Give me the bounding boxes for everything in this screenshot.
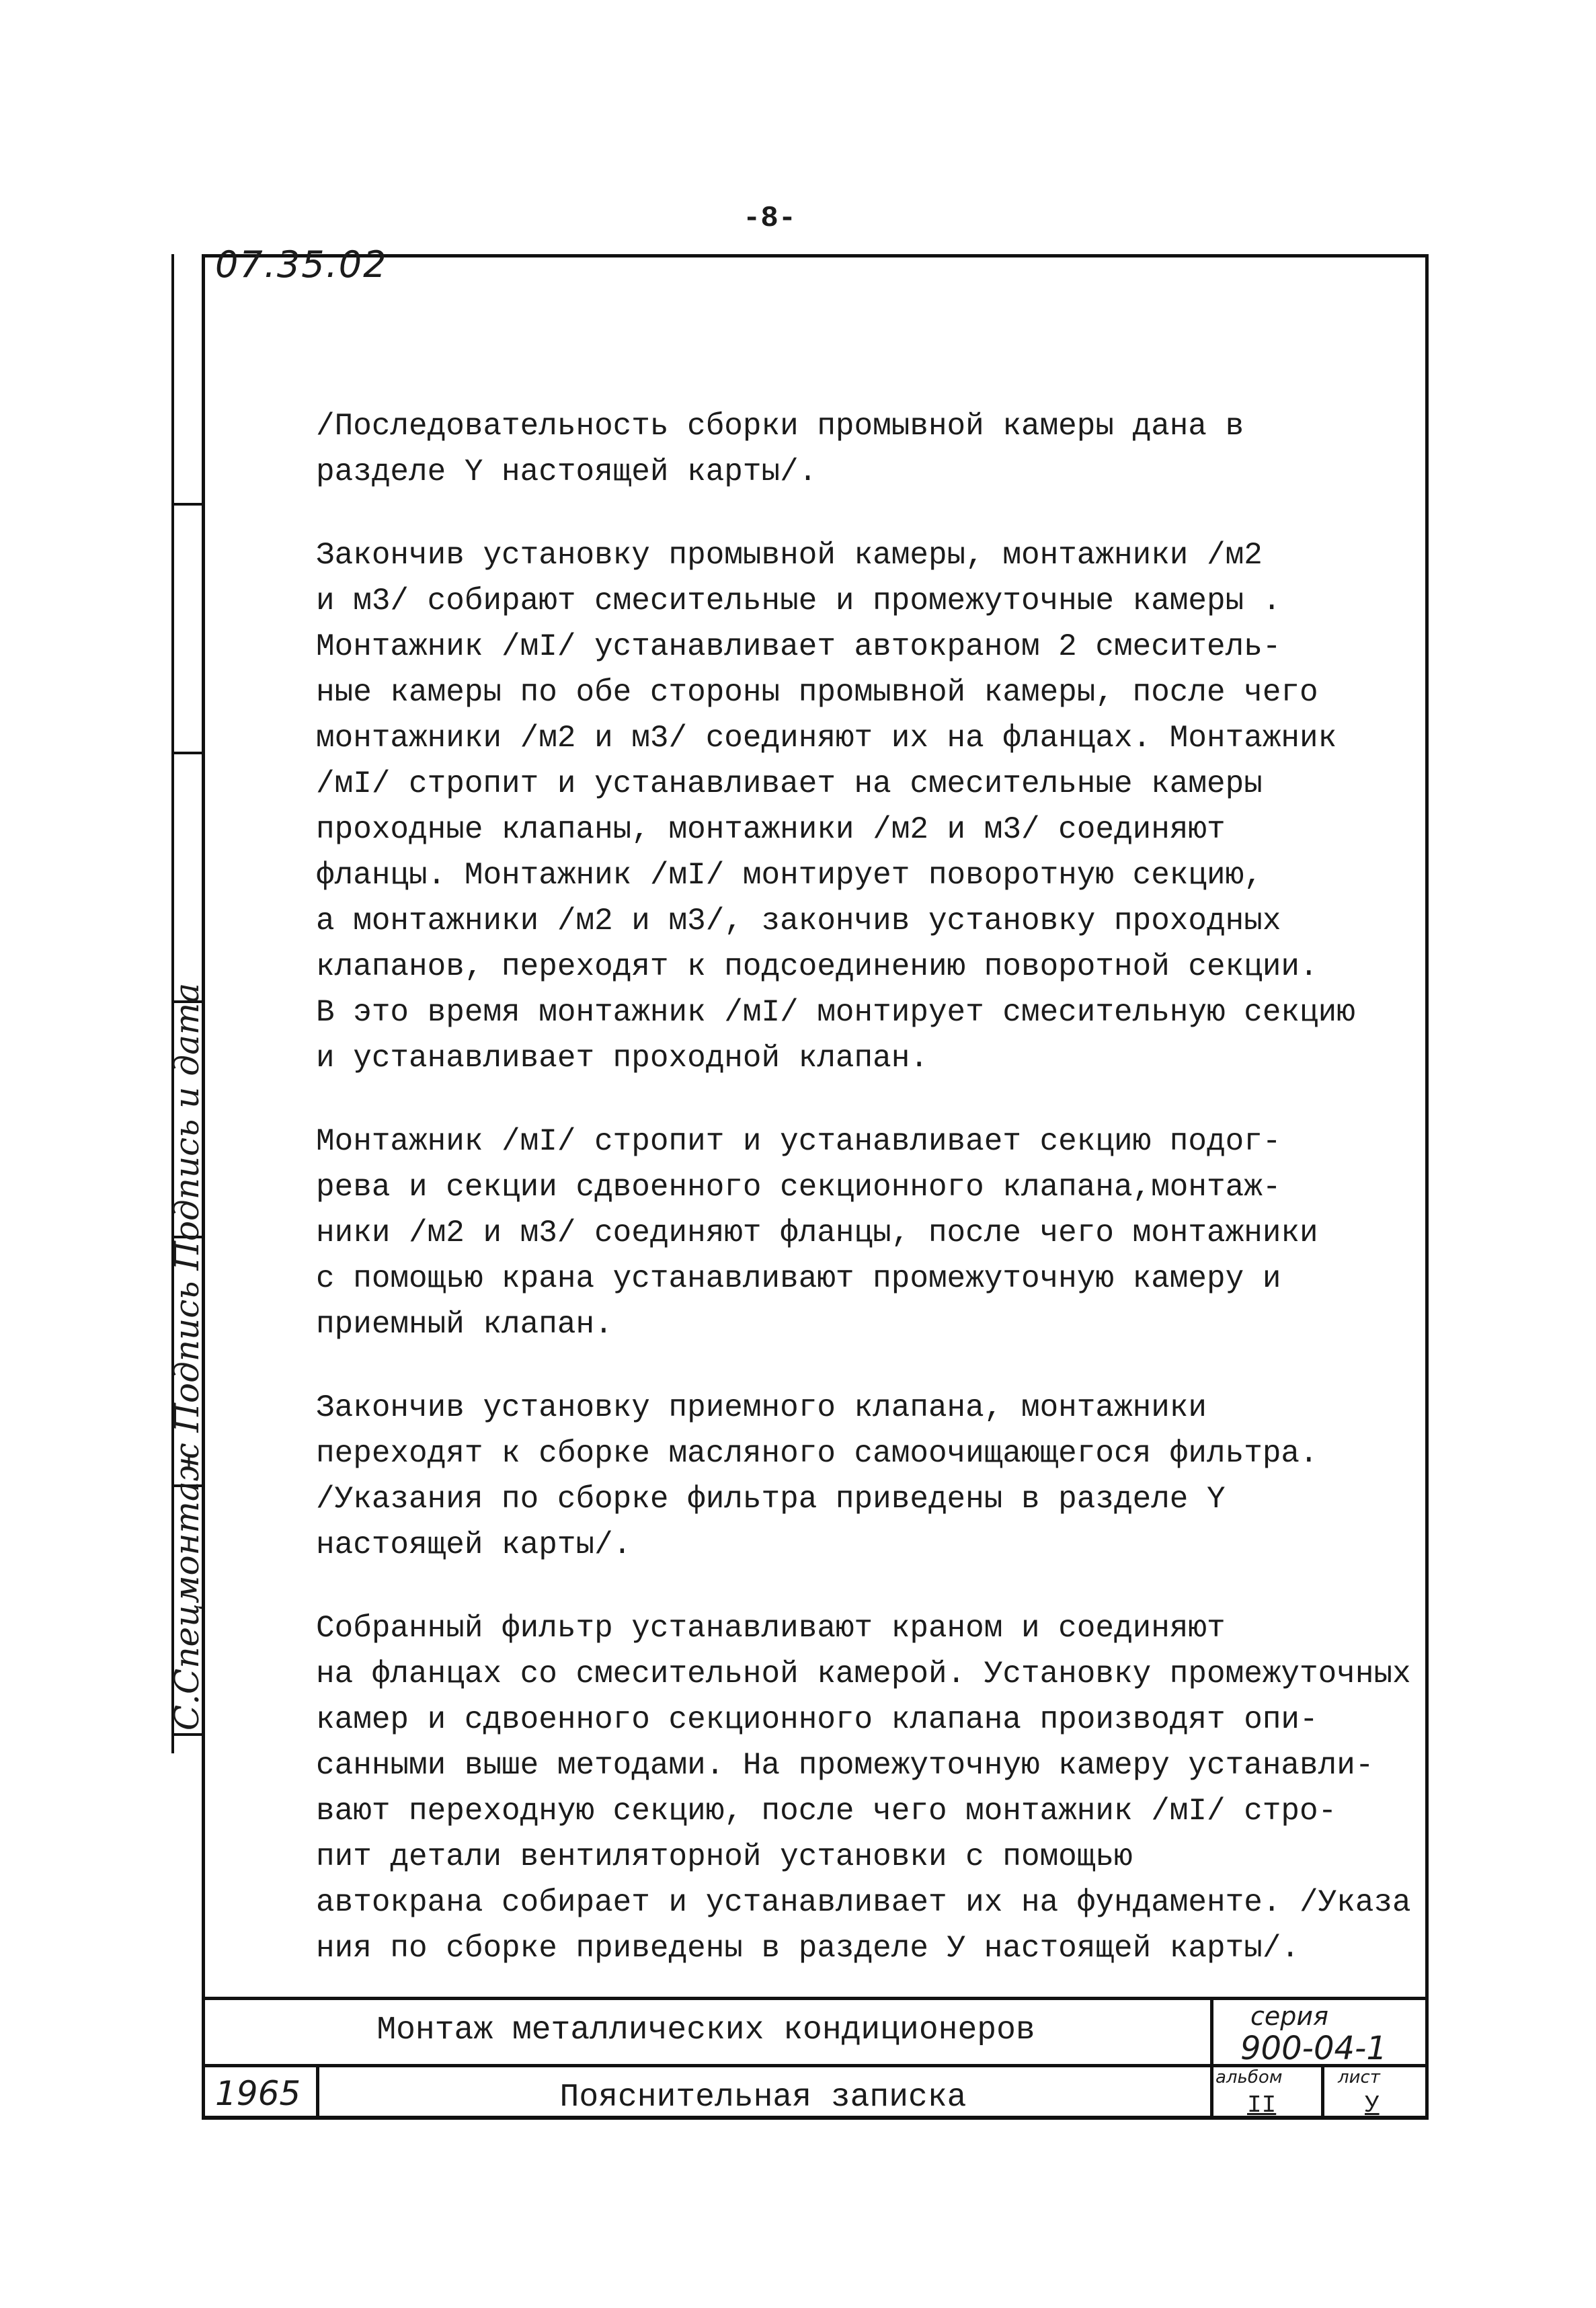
text-line: настоящей карты/. <box>316 1527 632 1562</box>
series-label: серия <box>1250 2001 1328 2031</box>
text-line: ники /м2 и м3/ соединяют фланцы, после чего монтажники <box>316 1216 1318 1250</box>
title-block <box>202 1997 1429 2120</box>
text-line: вают переходную секцию, после чего монтажник /мI/ стро- <box>316 1794 1337 1829</box>
left-margin-strip <box>167 254 206 1753</box>
document-code: 07.35.02 <box>215 243 388 286</box>
text-line: клапанов, переходят к подсоединению поворотной секции. <box>316 949 1318 984</box>
document-title: Монтаж металлических кондиционеров <box>376 2012 1035 2048</box>
sheet-value: У <box>1365 2092 1380 2119</box>
text-line: на фланцах со смесительной камерой. Установку промежуточных <box>316 1657 1411 1692</box>
text-line: и м3/ собирают смесительные и промежуточные камеры . <box>316 584 1281 619</box>
text-line: фланцы. Монтажник /мI/ монтирует поворотную секцию, <box>316 858 1263 893</box>
paragraph <box>316 403 1412 495</box>
document-subtitle: Пояснительная записка <box>559 2079 967 2116</box>
cell-divider <box>1321 2067 1324 2120</box>
text-line: разделе Y настоящей карты/. <box>316 454 817 489</box>
text-line: проходные клапаны, монтажники /м2 и м3/ соединяют <box>316 812 1226 847</box>
text-line: санными выше методами. На промежуточную камеру устанавли- <box>316 1748 1374 1783</box>
album-value: II <box>1247 2092 1277 2119</box>
paragraph <box>316 1605 1412 1971</box>
series-value: 900-04-1 <box>1240 2030 1387 2067</box>
cell-divider <box>1210 2067 1213 2120</box>
paragraph <box>316 532 1412 1081</box>
text-line: Закончив установку промывной камеры, монтажники /м2 <box>316 538 1263 573</box>
margin-signature: С.Спецмонтаж Подпись Подпись и дата <box>167 982 206 1731</box>
margin-divider <box>174 503 204 506</box>
text-line: и устанавливает проходной клапан. <box>316 1041 928 1076</box>
text-line: Монтажник /мI/ устанавливает автокраном 2 смеситель- <box>316 629 1281 664</box>
text-line: пит детали вентиляторной установки с помощью <box>316 1839 1133 1874</box>
text-line: приемный клапан. <box>316 1307 613 1342</box>
body-text <box>316 403 1412 2009</box>
sheet-label: лист <box>1338 2067 1380 2087</box>
text-line: а монтажники /м2 и м3/, закончив установку проходных <box>316 904 1281 939</box>
cell-divider <box>1210 2000 1213 2064</box>
text-line: автокрана собирает и устанавливает их на фундаменте. /Указа <box>316 1885 1411 1920</box>
text-line: /Указания по сборке фильтра приведены в разделе Y <box>316 1482 1226 1517</box>
text-line: Монтажник /мI/ стропит и устанавливает секцию подог- <box>316 1124 1281 1159</box>
margin-divider <box>174 1733 204 1736</box>
paragraph <box>316 1119 1412 1347</box>
text-line: В это время монтажник /мI/ монтирует смесительную секцию <box>316 995 1355 1030</box>
text-line: с помощью крана устанавливают промежуточную камеру и <box>316 1261 1281 1296</box>
title-block-row <box>202 1997 1429 2067</box>
text-line: переходят к сборке масляного самоочищающегося фильтра. <box>316 1436 1318 1471</box>
text-line: ния по сборке приведены в разделе У настоящей карты/. <box>316 1931 1300 1966</box>
text-line: ные камеры по обе стороны промывной камеры, после чего <box>316 675 1318 710</box>
page-number: -8- <box>743 202 797 235</box>
album-label: альбом <box>1215 2067 1283 2087</box>
text-line: рева и секции сдвоенного секционного клапана,монтаж- <box>316 1170 1281 1205</box>
title-block-row <box>202 2064 1429 2120</box>
year: 1965 <box>215 2074 301 2113</box>
paragraph <box>316 1385 1412 1568</box>
text-line: монтажники /м2 и м3/ соединяют их на фланцах. Монтажник <box>316 721 1337 756</box>
text-line: Собранный фильтр устанавливают краном и соединяют <box>316 1611 1226 1646</box>
text-line: камер и сдвоенного секционного клапана производят опи- <box>316 1702 1318 1737</box>
text-line: /Последовательность сборки промывной камеры дана в <box>316 409 1244 444</box>
margin-divider <box>174 752 204 754</box>
text-line: Закончив установку приемного клапана, монтажники <box>316 1390 1207 1425</box>
text-line: /мI/ стропит и устанавливает на смесительные камеры <box>316 766 1263 801</box>
